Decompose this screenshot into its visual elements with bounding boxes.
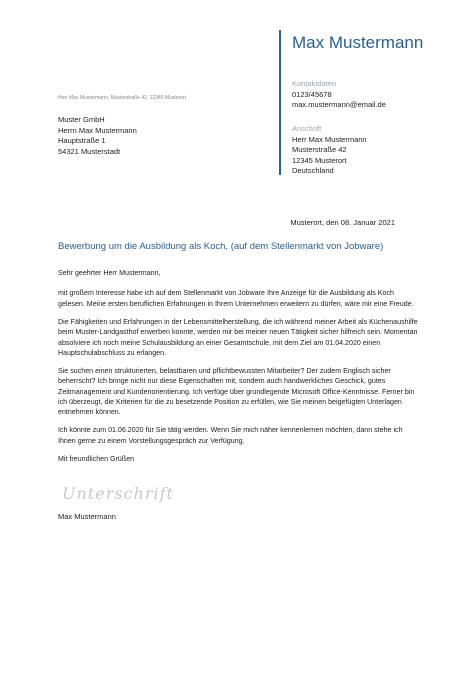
sender-line: Herr Max Mustermann, Musterstraße 42, 12345 Musterort: [58, 95, 187, 101]
address-line: Deutschland: [292, 166, 334, 175]
address-line: Herr Max Mustermann: [292, 134, 367, 144]
recipient-line: Herrn Max Mustermann: [58, 125, 137, 135]
body-paragraph: Die Fähigkeiten und Erfahrungen in der Lebensmittelherstellung, die ich während meiner Arbeit als Küchenaushilfe beim Muster-Landgasthof erwerben konnte, werden mir bei meiner neuen Tätigkeit sicher hilfreich sein. Momentan absolviere ich noch meine Schulausbildung an einer Gesamtschule, mit dem Ziel am 01.04.2020 einen Hauptschulabschluss zu erlangen.: [58, 317, 418, 357]
recipient-block: [58, 115, 137, 157]
recipient-line: 54321 Musterstadt: [58, 146, 121, 156]
signature: Unterschrift: [62, 484, 174, 503]
contact-block: [292, 79, 386, 111]
salutation: Sehr geehrter Herr Mustermann,: [58, 269, 161, 277]
closing: Mit freundlichen Grüßen: [58, 454, 135, 463]
body-paragraph: Ich könnte zum 01.06.2020 für Sie tätig werden. Wenn Sie mich näher kennenlernen möchten, dann stehe ich Ihnen gerne zu einem Vorstellungsgespräch zur Verfügung.: [58, 426, 403, 445]
recipient-line: Hauptstraße 1: [58, 136, 106, 145]
body-paragraph: Sie suchen einen strukturierten, belastbaren und pflichtbewussten Mitarbeiter? Der zudem Englisch sicher beherrscht? Ich bringe nicht nur diese Eigenschaften mit, sondern auch handwerkliches Geschick, gutes Zeitmanagement und Kundenorientierung. Ich verfüge über grundlegende Microsoft Office-Kenntnisse. Ferner bin ich überzeugt, die Kriterien für die zu besetzende Position zu erfüllen, wie Sie meinen beigefügten Unterlagen entnehmen können.: [58, 366, 415, 417]
letter-body: [58, 268, 420, 472]
subject-line: Bewerbung um die Ausbildung als Koch, (auf dem Stellenmarkt von Jobware): [58, 241, 384, 252]
applicant-name-heading: Max Mustermann: [292, 33, 424, 52]
body-paragraph: mit großem Interesse habe ich auf dem Stellenmarkt von Jobware Ihre Anzeige für die Ausbildung als Koch gelesen. Meine ersten beruflichen Erfahrungen in Ihrem Unternehmen erweitern zu dürfen, wäre mir eine Freude.: [58, 289, 414, 308]
signature-name: Max Mustermann: [58, 512, 116, 521]
address-line: 12345 Musterort: [292, 155, 347, 165]
address-label: Anschrift: [292, 124, 322, 133]
phone-number: 0123/45678: [292, 89, 332, 99]
contact-label: Kontaktdaten: [292, 79, 337, 88]
recipient-line: Muster GmbH: [58, 115, 105, 124]
letter-date: Musterort, den 08. Januar 2021: [290, 218, 395, 227]
address-block: [292, 124, 367, 177]
accent-vertical-line: [279, 30, 281, 175]
email-address: max.mustermann@email.de: [292, 100, 386, 109]
address-line: Musterstraße 42: [292, 145, 347, 154]
